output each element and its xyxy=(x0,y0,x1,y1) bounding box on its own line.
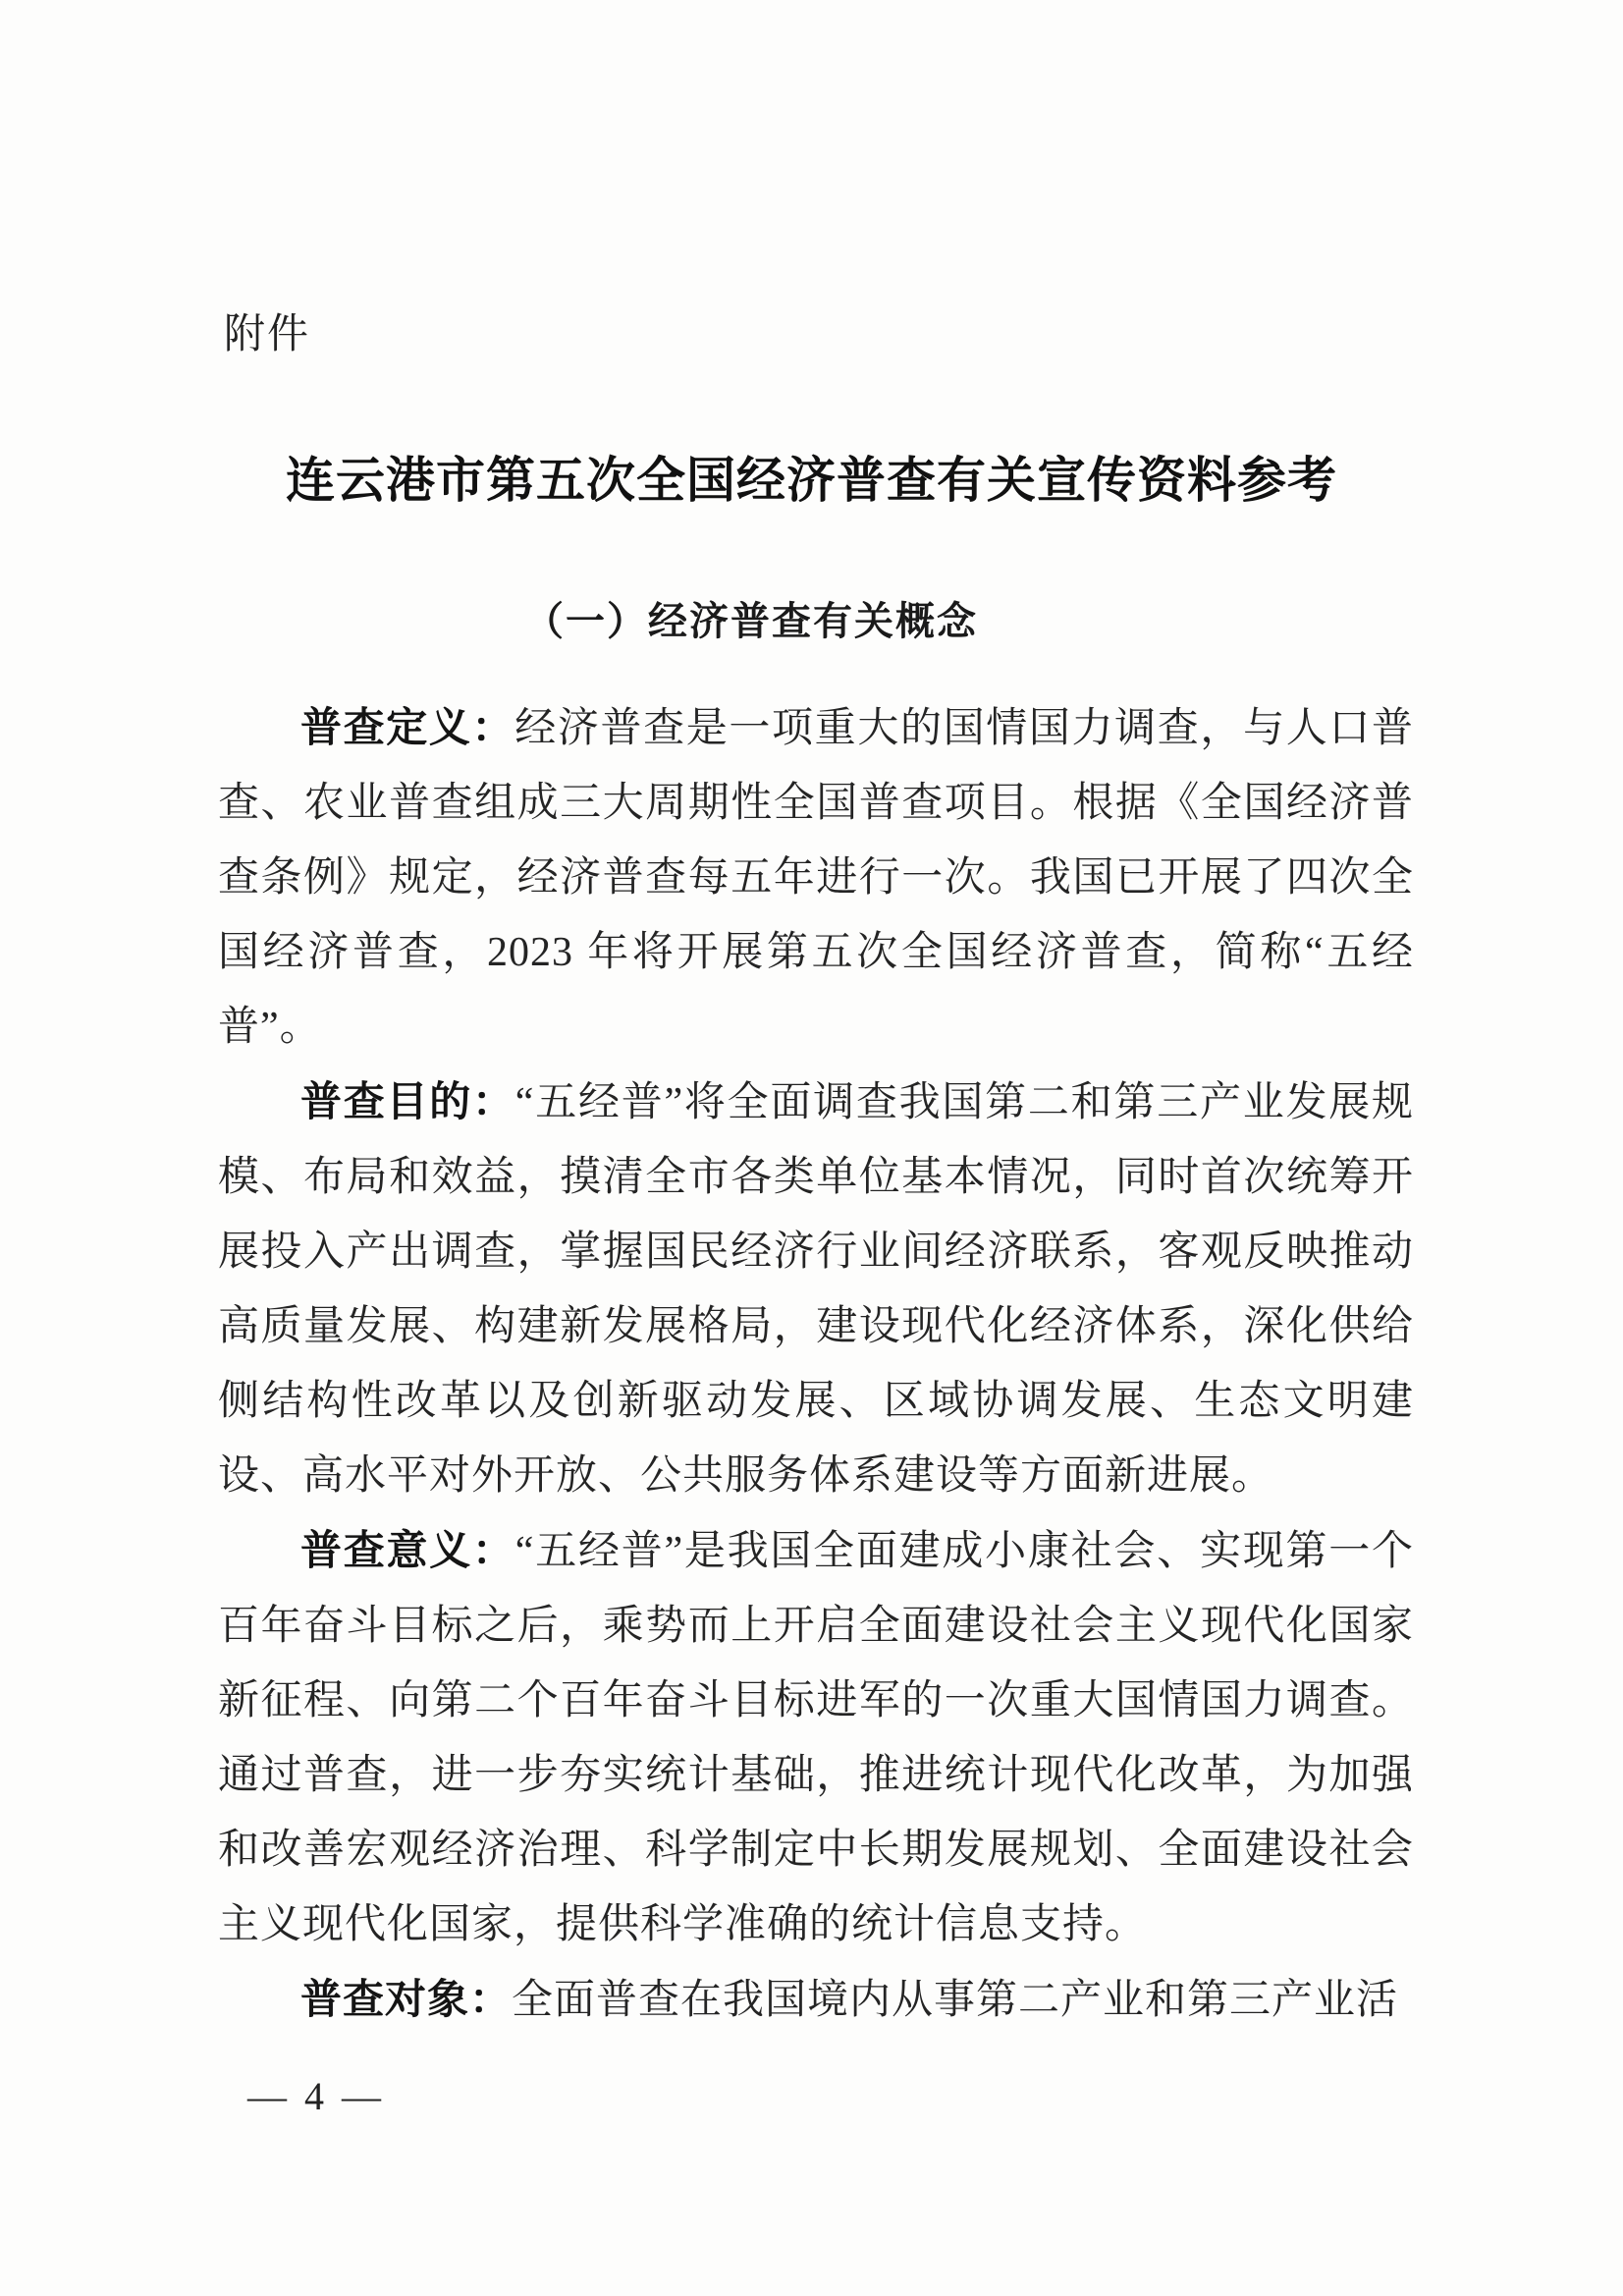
section-heading: （一）经济普查有关概念 xyxy=(524,600,978,643)
paragraph-4 xyxy=(218,1962,1414,2038)
paragraph-label: 普查对象： xyxy=(300,1976,513,2022)
attachment-label: 附件 xyxy=(224,310,311,356)
paragraph-2 xyxy=(218,1065,1414,1513)
paragraph-3 xyxy=(218,1513,1414,1962)
page-number: — 4 — xyxy=(247,2074,385,2118)
paragraph-text: “五经普”是我国全面建成小康社会、实现第一个百年奋斗目标之后，乘势而上开启全面建设社会主义现代化国家新征程、向第二个百年奋斗目标进军的一次重大国情国力调查。通过普查，进一步夯实统计基础，推进统计现代化改革，为加强和改善宏观经济治理、科学制定中长期发展规划、全面建设社会主义现代化国家，提供科学准确的统计信息支持。 xyxy=(218,1529,1414,1947)
paragraph-label: 普查目的： xyxy=(300,1078,515,1124)
paragraph-text: 经济普查是一项重大的国情国力调查，与人口普查、农业普查组成三大周期性全国普查项目。根据《全国经济普查条例》规定，经济普查每五年进行一次。我国已开展了四次全国经济普查，2023 年将开展第五次全国经济普查，简称“五经普”。 xyxy=(218,706,1414,1050)
paragraph-label: 普查定义： xyxy=(300,704,515,750)
document-title: 连云港市第五次全国经济普查有关宣传资料参考 xyxy=(286,453,1337,508)
document-body xyxy=(218,690,1414,2038)
paragraph-label: 普查意义： xyxy=(300,1527,515,1573)
paragraph-text: 全面普查在我国境内从事第二产业和第三产业活 xyxy=(512,1978,1399,2023)
paragraph-1 xyxy=(218,690,1414,1065)
paragraph-text: “五经普”将全面调查我国第二和第三产业发展规模、布局和效益，摸清全市各类单位基本情况，同时首次统筹开展投入产出调查，掌握国民经济行业间经济联系，客观反映推动高质量发展、构建新发展格局，建设现代化经济体系，深化供给侧结构性改革以及创新驱动发展、区域协调发展、生态文明建设、高水平对外开放、公共服务体系建设等方面新进展。 xyxy=(218,1080,1414,1499)
